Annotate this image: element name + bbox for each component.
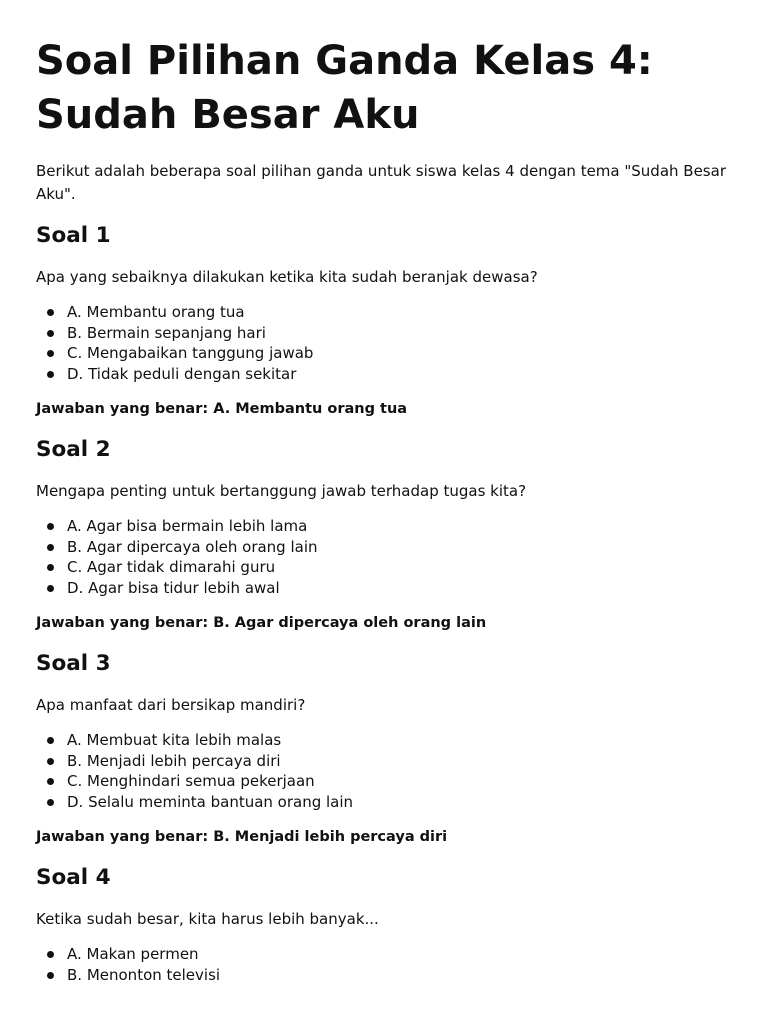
option-label: D. Tidak peduli dengan sekitar — [67, 364, 297, 383]
option-label: B. Agar dipercaya oleh orang lain — [67, 537, 318, 556]
option-item — [36, 792, 732, 813]
option-label: A. Membantu orang tua — [67, 303, 245, 321]
option-list — [36, 302, 732, 384]
bullet-icon — [47, 972, 54, 979]
bullet-icon — [47, 330, 54, 337]
question-heading: Soal 4 — [36, 865, 111, 890]
bullet-icon — [47, 585, 54, 592]
bullet-icon — [47, 778, 54, 785]
option-item — [36, 557, 732, 578]
option-label: D. Agar bisa tidur lebih awal — [67, 578, 280, 597]
option-item — [36, 537, 732, 558]
option-label: C. Agar tidak dimarahi guru — [67, 558, 276, 576]
question-section-2 — [36, 436, 732, 634]
option-label: C. Mengabaikan tanggung jawab — [67, 344, 314, 362]
option-item — [36, 364, 732, 385]
correct-answer: Jawaban yang benar: B. Agar dipercaya oleh orang lain — [36, 615, 487, 631]
option-item — [36, 516, 732, 537]
bullet-icon — [47, 523, 54, 530]
option-item — [36, 751, 732, 772]
option-item — [36, 730, 732, 751]
option-list — [36, 944, 732, 985]
option-label: A. Agar bisa bermain lebih lama — [67, 517, 308, 535]
bullet-icon — [47, 951, 54, 958]
option-label: B. Bermain sepanjang hari — [67, 323, 266, 342]
question-text: Mengapa penting untuk bertanggung jawab terhadap tugas kita? — [36, 482, 527, 500]
bullet-icon — [47, 737, 54, 744]
option-item — [36, 302, 732, 323]
bullet-icon — [47, 758, 54, 765]
option-item — [36, 323, 732, 344]
option-item — [36, 343, 732, 364]
bullet-icon — [47, 544, 54, 551]
option-label: D. Selalu meminta bantuan orang lain — [67, 792, 354, 811]
option-list — [36, 730, 732, 812]
question-section-4 — [36, 864, 732, 985]
option-item — [36, 944, 732, 965]
correct-answer: Jawaban yang benar: B. Menjadi lebih percaya diri — [36, 829, 448, 845]
question-heading: Soal 1 — [36, 223, 111, 248]
question-text: Ketika sudah besar, kita harus lebih banyak... — [36, 910, 379, 928]
question-section-3 — [36, 650, 732, 848]
option-label: B. Menonton televisi — [67, 965, 221, 984]
intro-paragraph: Berikut adalah beberapa soal pilihan ganda untuk siswa kelas 4 dengan tema "Sudah Besar Aku". — [36, 162, 726, 203]
bullet-icon — [47, 350, 54, 357]
option-list — [36, 516, 732, 598]
question-text: Apa yang sebaiknya dilakukan ketika kita sudah beranjak dewasa? — [36, 268, 538, 286]
bullet-icon — [47, 309, 54, 316]
page-title: Soal Pilihan Ganda Kelas 4: Sudah Besar Aku — [36, 38, 653, 138]
question-heading: Soal 3 — [36, 651, 111, 676]
bullet-icon — [47, 371, 54, 378]
option-label: A. Makan permen — [67, 945, 199, 963]
bullet-icon — [47, 799, 54, 806]
option-item — [36, 578, 732, 599]
option-label: A. Membuat kita lebih malas — [67, 731, 282, 749]
question-text: Apa manfaat dari bersikap mandiri? — [36, 696, 306, 714]
question-section-1 — [36, 222, 732, 420]
bullet-icon — [47, 564, 54, 571]
correct-answer: Jawaban yang benar: A. Membantu orang tua — [36, 401, 408, 417]
option-label: C. Menghindari semua pekerjaan — [67, 772, 315, 790]
option-label: B. Menjadi lebih percaya diri — [67, 751, 281, 770]
option-item — [36, 771, 732, 792]
question-heading: Soal 2 — [36, 437, 111, 462]
option-item — [36, 965, 732, 986]
